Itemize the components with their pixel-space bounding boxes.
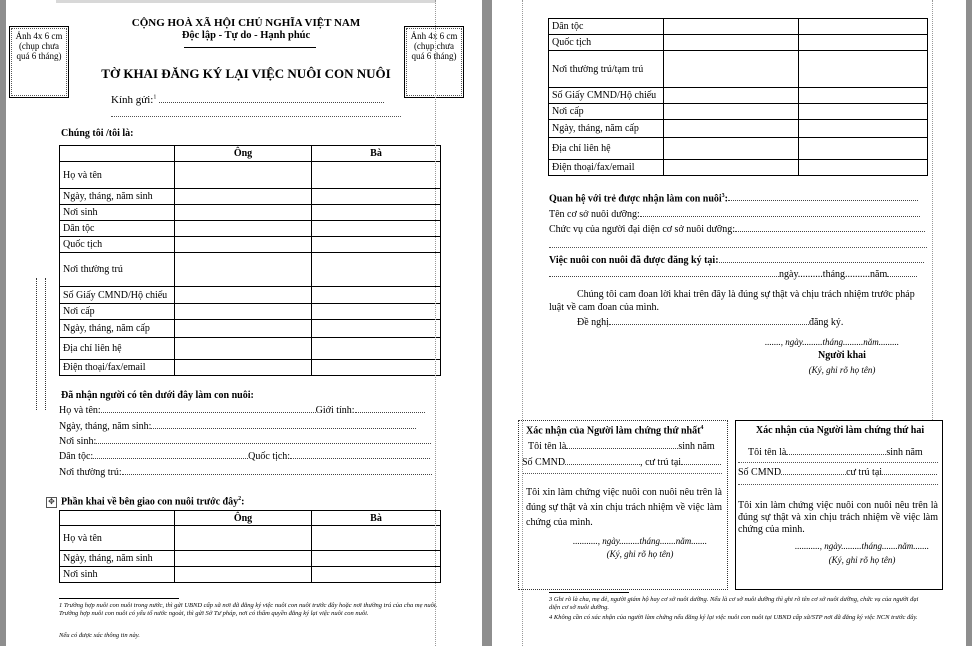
request-label: Đề nghị [577, 317, 609, 328]
witness2-name-line[interactable] [748, 447, 938, 458]
witness2-id-input[interactable] [781, 474, 846, 475]
witness2-birth-label: sinh năm [886, 447, 923, 458]
row-label: Nơi sinh [60, 567, 175, 583]
witness1-title [526, 425, 726, 436]
position-input[interactable] [735, 231, 925, 232]
row-label: Dân tộc [60, 221, 175, 237]
applicant-col-label [60, 146, 175, 162]
addressee-line-2[interactable] [111, 116, 401, 117]
document-page-1 [6, 0, 482, 646]
row-label: Ngày, tháng, năm cấp [549, 120, 664, 138]
row-label: Nơi sinh [60, 205, 175, 221]
row-label: Điện thoại/fax/email [549, 160, 664, 176]
addressee-input[interactable] [159, 102, 384, 103]
child-gender-input[interactable] [355, 412, 425, 413]
position-line[interactable] [549, 224, 929, 235]
cell-input[interactable] [312, 567, 441, 583]
child-dob-line[interactable] [59, 421, 439, 432]
continued-table [548, 18, 928, 176]
addressee-note-ref: 1 [153, 94, 157, 101]
registered-title-line[interactable] [549, 255, 929, 266]
witness1-extra-line[interactable] [522, 473, 722, 474]
cell-input[interactable] [175, 360, 312, 376]
child-residence-line[interactable] [59, 467, 439, 478]
row-label: Ngày, tháng, năm sinh [60, 189, 175, 205]
witness1-residence-label: , cư trú tại [640, 457, 682, 468]
section-giver-note-ref: 2 [238, 496, 242, 502]
row-label: Điện thoại/fax/email [60, 360, 175, 376]
request-line[interactable] [577, 317, 927, 328]
relation-note-ref: 3 [721, 193, 725, 199]
witness2-id-label: Số CMND [738, 467, 782, 478]
witness1-id-line[interactable] [522, 457, 722, 468]
cell-input[interactable] [312, 338, 441, 360]
signer-title: Người khai [818, 350, 866, 361]
right-margin-guide-2 [932, 0, 933, 420]
child-name-input[interactable] [101, 412, 316, 413]
registered-date-line[interactable] [549, 269, 929, 280]
table-move-handle-icon[interactable]: ✥ [46, 497, 57, 508]
row-label: Số Giấy CMND/Hộ chiếu [549, 88, 664, 104]
cell-input[interactable] [799, 88, 928, 104]
cell-input[interactable] [312, 237, 441, 253]
margin-guide [36, 278, 46, 410]
child-name-label: Họ và tên: [59, 405, 101, 416]
row-label: Nơi thường trú/tạm trú [549, 51, 664, 88]
facility-input[interactable] [640, 216, 920, 217]
witness1-date[interactable]: ..........., ngày.........tháng.......năm....... [573, 536, 707, 546]
cell-input[interactable] [175, 205, 312, 221]
giver-table [59, 510, 441, 583]
relation-input[interactable] [728, 200, 918, 201]
cell-input[interactable] [799, 120, 928, 138]
witness1-statement: Tôi xin làm chứng việc nuôi con nuôi nêu trên là đúng sự thật và xin chịu trách nhiệm về việc làm chứng của mình. [526, 487, 722, 528]
cell-input[interactable] [664, 88, 799, 104]
cell-input[interactable] [799, 160, 928, 176]
relation-title-line[interactable]: Quan hệ với trẻ được nhận làm con nuôi$^3$: [549, 193, 929, 204]
addressee-label: Kính gửi: [111, 94, 154, 106]
row-label: Nơi cấp [60, 304, 175, 320]
cell-input[interactable] [312, 287, 441, 304]
row-label: Họ và tên [60, 526, 175, 551]
pledge-text: Chúng tôi cam đoan lời khai trên đây là đúng sự thật và chịu trách nhiệm trước pháp luật về cam đoan của mình. [549, 289, 915, 313]
cell-input[interactable] [799, 35, 928, 51]
child-pob-line[interactable] [59, 436, 439, 447]
child-gender-label: Giới tính: [315, 405, 355, 416]
child-ethnic-label: Dân tộc: [59, 451, 94, 462]
witness2-id-line[interactable] [738, 467, 938, 478]
photo-box-left-label: Ảnh 4x 6 cm (chụp chưa quá 6 tháng) [11, 28, 67, 96]
witness2-name-input[interactable] [786, 454, 886, 455]
row-label: Họ và tên [60, 162, 175, 189]
cell-input[interactable] [664, 104, 799, 120]
row-label: Ngày, tháng, năm sinh [60, 551, 175, 567]
row-label: Nơi cấp [549, 104, 664, 120]
giver-col-label [60, 511, 175, 526]
right-margin-guide [435, 0, 436, 646]
row-label: Dân tộc [549, 19, 664, 35]
witness1-residence-input[interactable] [681, 464, 721, 465]
cell-input[interactable] [312, 221, 441, 237]
witness1-id-label: Số CMND [522, 457, 566, 468]
row-label: Quốc tịch [549, 35, 664, 51]
cell-input[interactable] [664, 160, 799, 176]
cell-input[interactable] [799, 138, 928, 160]
form-title: TỜ KHAI ĐĂNG KÝ LẠI VIỆC NUÔI CON NUÔI [101, 66, 391, 81]
relation-title: Quan hệ với trẻ được nhận làm con nuôi [549, 193, 722, 205]
witness1-name-label: Tôi tên là [528, 441, 567, 452]
position-line-2[interactable] [549, 247, 927, 248]
cell-input[interactable] [175, 189, 312, 205]
cell-input[interactable] [664, 138, 799, 160]
sign-date[interactable]: ......., ngày.........tháng.........năm......... [765, 337, 899, 347]
witness1-note-ref: 4 [700, 425, 704, 431]
child-residence-label: Nơi thường trú: [59, 467, 122, 478]
witness2-residence-input[interactable] [882, 474, 937, 475]
registered-input-2[interactable] [549, 276, 779, 277]
nation-name: CỘNG HOÀ XÃ HỘI CHỦ NGHĨA VIỆT NAM [131, 17, 361, 29]
page2-footnote-1: 3 Ghi rõ là cha, mẹ đẻ, người giám hộ hay cơ sở nuôi dưỡng. Nếu là cơ sở nuôi dưỡng thì ghi rõ tên cơ sở nuôi dưỡng, chức vụ của người đại diện cơ sở nuôi dưỡng. [549, 596, 919, 611]
cell-input[interactable] [664, 120, 799, 138]
signer-note: (Ký, ghi rõ họ tên) [808, 365, 876, 375]
national-motto: Độc lập - Tự do - Hạnh phúc [181, 30, 311, 41]
cell-input[interactable] [664, 51, 799, 88]
photo-box-left [9, 26, 69, 98]
cell-input[interactable] [799, 19, 928, 35]
witness2-statement: Tôi xin làm chứng việc nuôi con nuôi nêu trên là đúng sự thật và xin chịu trách nhiệm về việc làm chứng của mình. [738, 500, 938, 535]
witness1-name-input[interactable] [566, 448, 678, 449]
cell-input[interactable] [312, 360, 441, 376]
addressee-line[interactable] [111, 94, 401, 106]
witness2-extra-line-2[interactable] [738, 484, 938, 485]
child-dob-label: Ngày, tháng, năm sinh: [59, 421, 152, 432]
cell-input[interactable] [175, 551, 312, 567]
applicant-col-mother: Bà [312, 146, 441, 162]
left-margin-guide [522, 0, 523, 646]
row-label: Địa chỉ liên hệ [549, 138, 664, 160]
witness2-title: Xác nhận của Người làm chứng thứ hai [755, 425, 925, 436]
request-input[interactable] [609, 324, 809, 325]
row-label: Số Giấy CMND/Hộ chiếu [60, 287, 175, 304]
applicant-table [59, 145, 441, 376]
facility-line[interactable] [549, 209, 929, 220]
child-name-line[interactable] [59, 405, 439, 416]
photo-box-right-label: Ảnh 4x 6 cm (chụp chưa quá 6 tháng) [406, 28, 462, 96]
registered-date: ngày..........tháng..........năm [779, 269, 888, 280]
child-nationality-input[interactable] [290, 458, 430, 459]
giver-col-father: Ông [175, 511, 312, 526]
registered-year-input[interactable] [887, 276, 917, 277]
cell-input[interactable] [175, 304, 312, 320]
row-label: Địa chỉ liên hệ [60, 338, 175, 360]
witness1-name-line[interactable] [528, 441, 724, 452]
witness2-date[interactable]: ..........., ngày.........tháng.......năm....... [795, 541, 929, 551]
cell-input[interactable] [312, 162, 441, 189]
page2-footnote-separator [549, 592, 629, 593]
cell-input[interactable] [312, 304, 441, 320]
child-pob-input[interactable] [96, 443, 431, 444]
document-page-2 [492, 0, 966, 646]
top-margin-marker [56, 0, 436, 3]
cell-input[interactable] [799, 104, 928, 120]
cell-input[interactable] [312, 320, 441, 338]
motto-underline [184, 47, 316, 48]
child-residence-input[interactable] [122, 474, 432, 475]
cell-input[interactable] [312, 551, 441, 567]
registered-title: Việc nuôi con nuôi đã được đăng ký tại: [549, 255, 719, 266]
section-us-title: Chúng tôi /tôi là: [61, 128, 134, 139]
witness1-sign-note: (Ký, ghi rõ họ tên) [606, 549, 674, 559]
cell-input[interactable] [175, 287, 312, 304]
section-giver-title: Phần khai về bên giao con nuôi trước đây$^2$: [61, 496, 245, 508]
footnote-separator [59, 598, 179, 599]
section-giver-title-text: Phần khai về bên giao con nuôi trước đây [61, 496, 239, 508]
row-label: Quốc tịch [60, 237, 175, 253]
child-pob-label: Nơi sinh: [59, 436, 97, 447]
cell-input[interactable] [175, 162, 312, 189]
cell-input[interactable] [664, 35, 799, 51]
cell-input[interactable] [312, 526, 441, 551]
witness2-name-label: Tôi tên là [748, 447, 787, 458]
facility-label: Tên cơ sở nuôi dưỡng: [549, 209, 640, 220]
cell-input[interactable] [175, 526, 312, 551]
child-ethnic-input[interactable] [93, 458, 248, 459]
page1-footnote-2: Nếu có được xác thông tin này. [59, 632, 140, 639]
witness1-id-input[interactable] [565, 464, 640, 465]
cell-input[interactable] [664, 19, 799, 35]
child-dob-input[interactable] [151, 428, 416, 429]
section-child-title: Đã nhận người có tên dưới đây làm con nuôi: [61, 390, 254, 401]
row-label: Nơi thường trú [60, 253, 175, 287]
cell-input[interactable] [312, 189, 441, 205]
witness2-sign-note: (Ký, ghi rõ họ tên) [828, 555, 896, 565]
cell-input[interactable] [175, 253, 312, 287]
registered-input[interactable] [719, 262, 924, 263]
cell-input[interactable] [175, 320, 312, 338]
request-tail: đăng ký. [808, 317, 844, 328]
cell-input[interactable] [312, 253, 441, 287]
photo-box-right [404, 26, 464, 98]
witness1-title-text: Xác nhận của Người làm chứng thứ nhất [526, 425, 701, 437]
child-ethnic-line[interactable] [59, 451, 439, 462]
witness2-extra-line[interactable] [738, 462, 938, 463]
cell-input[interactable] [312, 205, 441, 221]
row-label: Ngày, tháng, năm cấp [60, 320, 175, 338]
cell-input[interactable] [175, 338, 312, 360]
giver-col-mother: Bà [312, 511, 441, 526]
cell-input[interactable] [799, 51, 928, 88]
page1-footnote-1: 1 Trường hợp nuôi con nuôi trong nước, thì gửi UBND cấp xã nơi đã đăng ký việc nuôi con nuôi trước đây hoặc nơi thường trú của cha mẹ nuôi. Trường hợp nuôi con nuôi có yếu tố nước ngoài, thì gửi Sở Tư pháp, nơi có thẩm quyền đăng ký lại việc nuôi con nuôi. [59, 602, 438, 617]
witness1-birth-label: sinh năm [678, 441, 715, 452]
witness2-residence-label: cư trú tại [846, 467, 883, 478]
cell-input[interactable] [175, 237, 312, 253]
applicant-col-father: Ông [175, 146, 312, 162]
child-nationality-label: Quốc tịch: [248, 451, 291, 462]
position-label: Chức vụ của người đại diện cơ sở nuôi dưỡng: [549, 224, 735, 235]
page2-footnote-2: 4 Không cần có xác nhận của người làm chứng nếu đăng ký lại việc nuôi con nuôi tại UBND cấp xã/STP nơi đã đăng ký việc NCN trước đây. [549, 614, 918, 621]
cell-input[interactable] [175, 221, 312, 237]
cell-input[interactable] [175, 567, 312, 583]
